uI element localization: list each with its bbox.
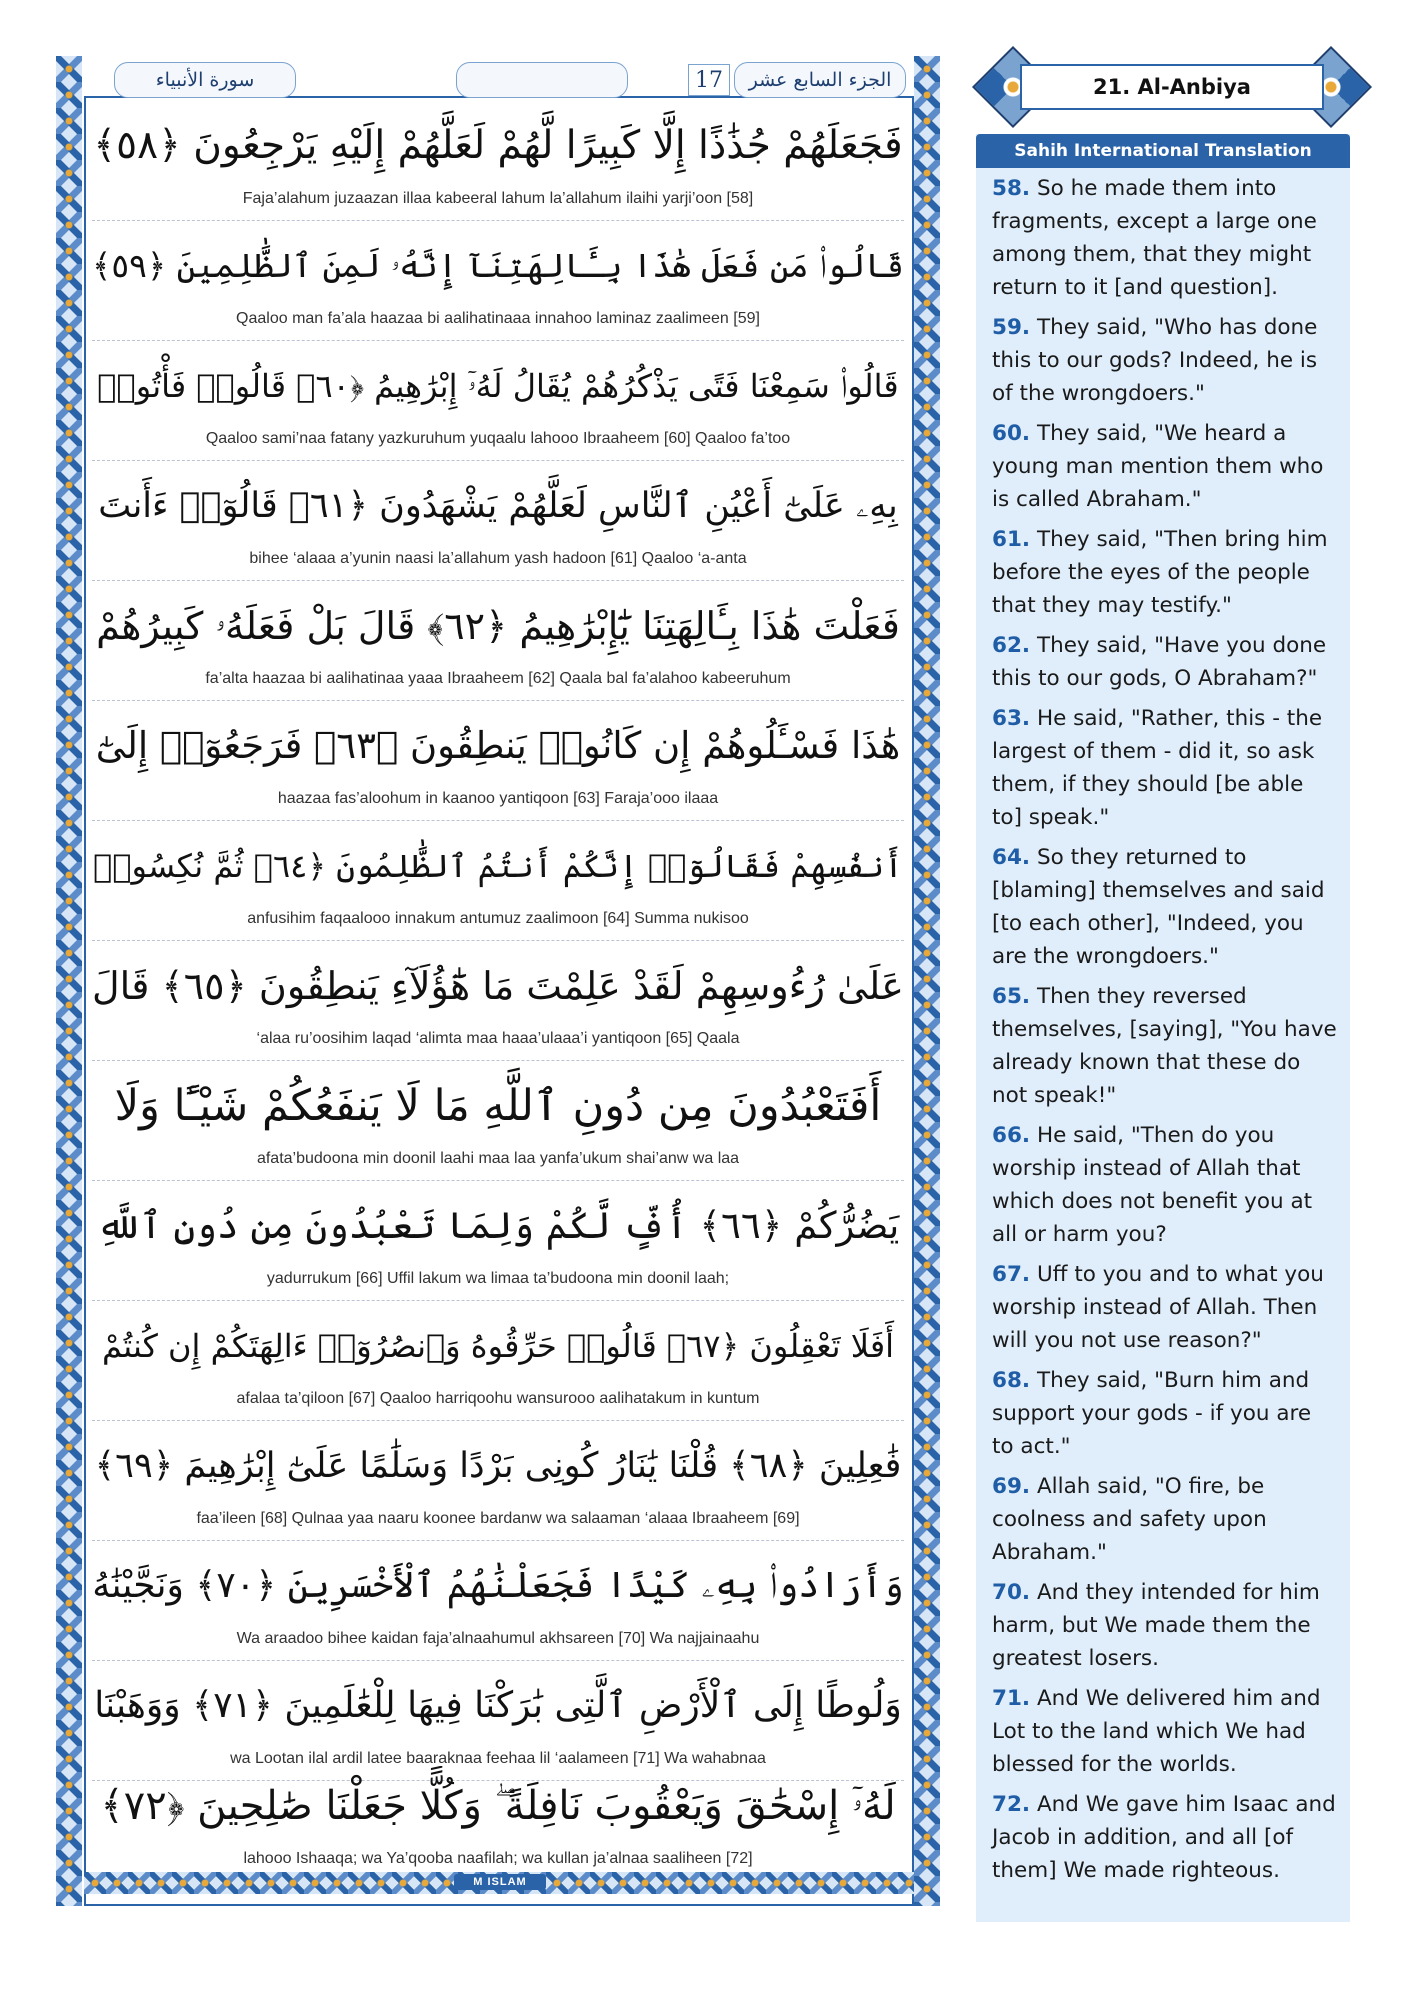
verse-number: 58. bbox=[992, 176, 1031, 201]
right-ornamental-border bbox=[914, 56, 940, 1906]
translation-text: So they returned to [blaming] themselves and said [to each other], "Indeed, you are the wrongdoers." bbox=[992, 845, 1325, 969]
verse-row bbox=[92, 1540, 904, 1661]
arabic-line: قَالُوا۟ سَمِعْنَا فَتًى يَذْكُرُهُمْ يُقَالُ لَهُۥٓ إِبْرَٰهِيمُ ﴿٦٠﴾ قَالُوا۟ فَأْتُوا۟ bbox=[97, 367, 899, 405]
verse-row bbox=[92, 1180, 904, 1301]
transliteration-line: anfusihim faqaalooo innakum antumuz zaalimoon [64] Summa nukisoo bbox=[247, 910, 749, 927]
transliteration-line: fa’alta haazaa bi aalihatinaa yaaa Ibraaheem [62] Qaala bal fa’alahoo kabeeruhum bbox=[205, 670, 791, 687]
translation-text: And they intended for him harm, but We made them the greatest losers. bbox=[992, 1580, 1320, 1671]
arabic-line: وَأَرَادُوا۟ بِهِۦ كَيْدًا فَجَعَلْنَٰهُمُ ٱلْأَخْسَرِينَ ﴿٧٠﴾ وَنَجَّيْنَٰهُ bbox=[92, 1565, 904, 1606]
translation-item bbox=[992, 417, 1338, 516]
verse-number: 69. bbox=[992, 1474, 1031, 1499]
translation-text: Uff to you and to what you worship instead of Allah. Then will you not use reason?" bbox=[992, 1262, 1324, 1353]
left-ornamental-border bbox=[56, 56, 82, 1906]
verse-number: 61. bbox=[992, 527, 1031, 552]
verse-number: 71. bbox=[992, 1686, 1031, 1711]
transliteration-line: bihee ‘alaaa a’yunin naasi la’allahum yash hadoon [61] Qaaloo ‘a-anta bbox=[249, 550, 747, 567]
brand-logo: M ISLAM bbox=[454, 1874, 546, 1890]
verse-row bbox=[92, 1420, 904, 1541]
translation-text: They said, "Have you done this to our gods, O Abraham?" bbox=[992, 633, 1327, 691]
transliteration-line: afata’budoona min doonil laahi maa laa yanfa’ukum shai’anw wa laa bbox=[256, 1150, 740, 1167]
transliteration-line: Faja’alahum juzaazan illaa kabeeral lahum la’allahum ilaihi yarji’oon [58] bbox=[242, 190, 754, 207]
verse-number: 68. bbox=[992, 1368, 1031, 1393]
surah-banner bbox=[976, 58, 1376, 114]
verse-number: 65. bbox=[992, 984, 1031, 1009]
arabic-line: فَجَعَلَهُمْ جُذَٰذًا إِلَّا كَبِيرًا لَّهُمْ لَعَلَّهُمْ إِلَيْهِ يَرْجِعُونَ ﴿٥٨﴾ bbox=[93, 123, 903, 168]
arabic-line: أَفَتَعْبُدُونَ مِن دُونِ ٱللَّهِ مَا لَا يَنفَعُكُمْ شَيْـًٔا وَلَا bbox=[114, 1081, 882, 1131]
arabic-line: لَهُۥٓ إِسْحَٰقَ وَيَعْقُوبَ نَافِلَةً ۖ وَكُلًّا جَعَلْنَا صَٰلِحِينَ ﴿٧٢﴾ bbox=[100, 1783, 896, 1829]
verse-row bbox=[92, 100, 904, 221]
verse-number: 60. bbox=[992, 421, 1031, 446]
transliteration-line: afalaa ta’qiloon [67] Qaaloo harriqoohu wansurooo aalihatakum in kuntum bbox=[236, 1390, 760, 1407]
translation-text: He said, "Rather, this - the largest of them - did it, so ask them, if they should [be able to] speak." bbox=[992, 706, 1323, 830]
verse-row bbox=[92, 580, 904, 701]
translation-item bbox=[992, 311, 1338, 410]
verse-row bbox=[92, 700, 904, 821]
arabic-line: عَلَىٰ رُءُوسِهِمْ لَقَدْ عَلِمْتَ مَا هَٰٓؤُلَآءِ يَنطِقُونَ ﴿٦٥﴾ قَالَ bbox=[92, 964, 904, 1008]
verse-number: 67. bbox=[992, 1262, 1031, 1287]
arabic-line: يَضُرُّكُمْ ﴿٦٦﴾ أُفٍّ لَّكُمْ وَلِمَا تَعْبُدُونَ مِن دُونِ ٱللَّهِ bbox=[96, 1204, 900, 1247]
verse-row bbox=[92, 940, 904, 1061]
translation-list bbox=[992, 172, 1338, 1894]
translation-item bbox=[992, 1576, 1338, 1675]
verse-row bbox=[92, 220, 904, 341]
translation-item bbox=[992, 841, 1338, 973]
surah-name-label: سورة الأنبياء bbox=[114, 62, 296, 98]
arabic-line: أَفَلَا تَعْقِلُونَ ﴿٦٧﴾ قَالُوا۟ حَرِّقُوهُ وَٱنصُرُوٓا۟ ءَالِهَتَكُمْ إِن كُنتُمْ bbox=[101, 1327, 895, 1365]
translation-text: Allah said, "O fire, be coolness and safety upon Abraham." bbox=[992, 1474, 1267, 1565]
translation-text: He said, "Then do you worship instead of Allah that which does not benefit you at all or harm you? bbox=[992, 1123, 1313, 1247]
transliteration-line: ‘alaa ru’oosihim laqad ‘alimta maa haaa’ulaaa’i yantiqoon [65] Qaala bbox=[256, 1030, 740, 1047]
translation-item bbox=[992, 172, 1338, 304]
verse-row bbox=[92, 1300, 904, 1421]
arabic-line: أَنفُسِهِمْ فَقَالُوٓا۟ إِنَّكُمْ أَنتُمُ ٱلظَّٰلِمُونَ ﴿٦٤﴾ ثُمَّ نُكِسُوا۟ bbox=[93, 847, 903, 885]
arabic-line: قَالُوا۟ مَن فَعَلَ هَٰذَا بِـَٔالِهَتِنَآ إِنَّهُۥ لَمِنَ ٱلظَّٰلِمِينَ ﴿٥٩﴾ bbox=[92, 246, 904, 285]
transliteration-line: Qaaloo man fa’ala haazaa bi aalihatinaaa innahoo laminaz zaalimeen [59] bbox=[236, 310, 760, 327]
verse-number: 66. bbox=[992, 1123, 1031, 1148]
page-number: 17 bbox=[688, 64, 730, 96]
arabic-line: فَعَلْتَ هَٰذَا بِـَٔالِهَتِنَا يَٰٓإِبْرَٰهِيمُ ﴿٦٢﴾ قَالَ بَلْ فَعَلَهُۥ كَبِيرُهُمْ bbox=[96, 604, 900, 648]
translation-item bbox=[992, 1364, 1338, 1463]
surah-title: 21. Al-Anbiya bbox=[1020, 64, 1324, 110]
translation-text: And We gave him Isaac and Jacob in addition, and all [of them] We made righteous. bbox=[992, 1792, 1336, 1883]
translation-item bbox=[992, 980, 1338, 1112]
translation-text: They said, "Burn him and support your gods - if you are to act." bbox=[992, 1368, 1312, 1459]
transliteration-line: wa Lootan ilal ardil latee baaraknaa feehaa lil ‘aalameen [71] Wa wahabnaa bbox=[230, 1750, 766, 1767]
verse-number: 64. bbox=[992, 845, 1031, 870]
translation-item bbox=[992, 1258, 1338, 1357]
arabic-line: هَٰذَا فَسْـَٔلُوهُمْ إِن كَانُوا۟ يَنطِقُونَ ﴿٦٣﴾ فَرَجَعُوٓا۟ إِلَىٰٓ bbox=[95, 724, 901, 767]
verse-number: 59. bbox=[992, 315, 1031, 340]
verse-number: 62. bbox=[992, 633, 1031, 658]
translation-item bbox=[992, 523, 1338, 622]
verse-row bbox=[92, 460, 904, 581]
verse-row bbox=[92, 1060, 904, 1181]
transliteration-line: yadurrukum [66] Uffil lakum wa limaa ta’budoona min doonil laah; bbox=[266, 1270, 730, 1287]
translation-text: Then they reversed themselves, [saying], "You have already known that these do not speak!" bbox=[992, 984, 1337, 1108]
translation-item bbox=[992, 1788, 1338, 1887]
transliteration-line: lahooo Ishaaqa; wa Ya’qooba naafilah; wa kullan ja’alnaa saaliheen [72] bbox=[243, 1850, 753, 1867]
translation-panel bbox=[976, 134, 1350, 1922]
translation-text: They said, "Who has done this to our gods? Indeed, he is of the wrongdoers." bbox=[992, 315, 1318, 406]
verse-row bbox=[92, 340, 904, 461]
page-header bbox=[84, 62, 914, 98]
translation-item bbox=[992, 702, 1338, 834]
translation-item bbox=[992, 629, 1338, 695]
verse-row bbox=[92, 1760, 904, 1880]
translation-item bbox=[992, 1119, 1338, 1251]
verse-row bbox=[92, 820, 904, 941]
translation-item bbox=[992, 1470, 1338, 1569]
translation-text: They said, "Then bring him before the eyes of the people that they may testify." bbox=[992, 527, 1328, 618]
verse-number: 70. bbox=[992, 1580, 1031, 1605]
translation-text: So he made them into fragments, except a large one among them, that they might return to it [and question]. bbox=[992, 176, 1317, 300]
verse-number: 72. bbox=[992, 1792, 1031, 1817]
juz-label: الجزء السابع عشر bbox=[734, 62, 906, 98]
arabic-line: وَلُوطًا إِلَى ٱلْأَرْضِ ٱلَّتِى بَٰرَكْنَا فِيهَا لِلْعَٰلَمِينَ ﴿٧١﴾ وَوَهَبْنَا bbox=[94, 1685, 902, 1726]
transliteration-line: Wa araadoo bihee kaidan faja’alnaahumul akhsareen [70] Wa najjainaahu bbox=[236, 1630, 760, 1647]
transliteration-line: haazaa fas’aloohum in kaanoo yantiqoon [63] Faraja’ooo ilaaa bbox=[277, 790, 719, 807]
transliteration-line: Qaaloo sami’naa fatany yazkuruhum yuqaalu lahooo Ibraaheem [60] Qaaloo fa’too bbox=[205, 430, 791, 447]
arabic-line: بِهِۦ عَلَىٰٓ أَعْيُنِ ٱلنَّاسِ لَعَلَّهُمْ يَشْهَدُونَ ﴿٦١﴾ قَالُوٓا۟ ءَأَنتَ bbox=[98, 486, 898, 526]
header-blank-pill bbox=[456, 62, 628, 98]
translation-text: They said, "We heard a young man mention them who is called Abraham." bbox=[992, 421, 1324, 512]
transliteration-line: faa’ileen [68] Qulnaa yaa naaru koonee bardanw wa salaaman ‘alaaa Ibraaheem [69] bbox=[196, 1510, 800, 1527]
translation-item bbox=[992, 1682, 1338, 1781]
arabic-line: فَٰعِلِينَ ﴿٦٨﴾ قُلْنَا يَٰنَارُ كُونِى بَرْدًا وَسَلَٰمًا عَلَىٰٓ إِبْرَٰهِيمَ ﴿٦٩﴾ bbox=[94, 1446, 902, 1486]
verse-number: 63. bbox=[992, 706, 1031, 731]
translation-text: And We delivered him and Lot to the land which We had blessed for the worlds. bbox=[992, 1686, 1321, 1777]
translation-title: Sahih International Translation bbox=[976, 134, 1350, 168]
